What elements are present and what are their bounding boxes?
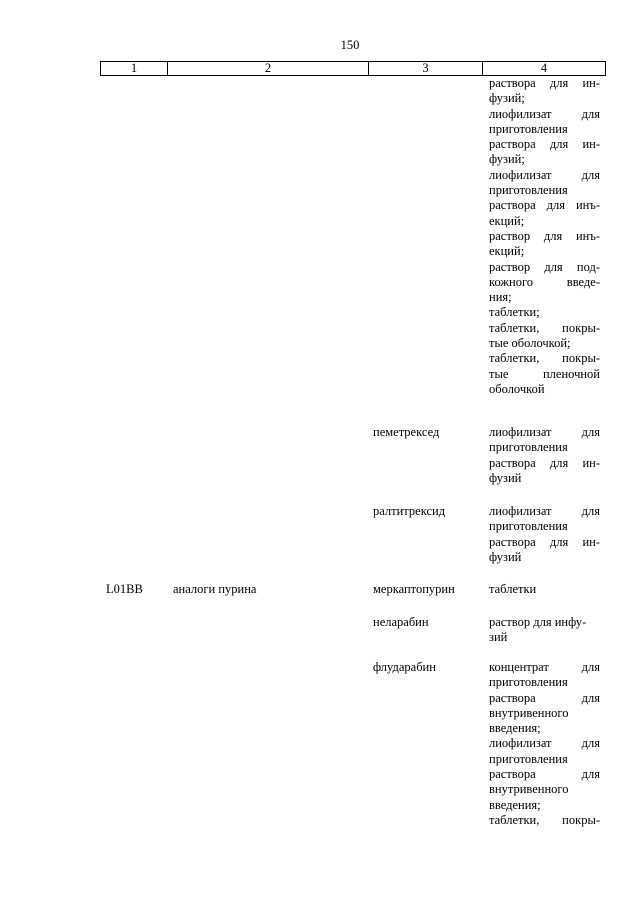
form-line: таблетки; [489, 305, 540, 320]
form-line: кожного введе- [489, 274, 600, 289]
pemetrexed-forms [489, 425, 600, 486]
form-line: приготовления [489, 675, 568, 690]
form-line: таблетки [489, 582, 537, 596]
form-line: раствор для под- [489, 259, 600, 274]
form-line: внутривенного [489, 705, 569, 720]
form-line: ния; [489, 290, 512, 305]
drug-name-nelarabine: неларабин [373, 615, 429, 629]
form-line: приготовления [489, 183, 568, 198]
form-line: таблетки, покры- [489, 351, 600, 366]
form-line: раствор для инфу- [489, 615, 587, 629]
continued-forms [489, 76, 600, 397]
page-number: 150 [340, 38, 360, 52]
atc-code: L01BB [106, 582, 143, 596]
drug-name-raltitrexed: ралтитрексид [373, 504, 446, 518]
form-line: тые пленочной [489, 366, 600, 381]
nelarabine-forms [489, 615, 600, 646]
column-2-header: 2 [168, 62, 369, 76]
table-header [100, 61, 606, 76]
fludarabine-forms [489, 660, 600, 828]
drug-name-pemetrexed: пеметрексед [373, 425, 440, 439]
form-line: приготовления [489, 121, 568, 136]
form-line: екций; [489, 213, 525, 228]
form-line: таблетки, покры- [489, 320, 600, 335]
form-line: приготовления [489, 751, 568, 766]
form-line: концентрат для [489, 660, 600, 674]
form-line: раствора для инъ- [489, 198, 600, 213]
form-line: фузий; [489, 152, 525, 167]
form-line: лиофилизат для [489, 167, 600, 182]
form-line: введения; [489, 721, 541, 736]
form-line: таблетки, покры- [489, 812, 600, 827]
form-line: лиофилизат для [489, 504, 600, 518]
form-line: раствора для [489, 767, 600, 782]
form-line: приготовления [489, 440, 568, 455]
form-line: внутривенного [489, 782, 569, 797]
form-line: лиофилизат для [489, 106, 600, 121]
column-1-header: 1 [101, 62, 168, 76]
raltitrexed-forms [489, 504, 600, 565]
form-line: зий [489, 630, 508, 645]
form-line: фузий [489, 470, 522, 485]
mercaptopurine-forms [489, 582, 600, 597]
form-line: раствора для ин- [489, 455, 600, 470]
form-line: введения; [489, 797, 541, 812]
form-line: фузий [489, 549, 522, 564]
drug-name-mercaptopurine: меркаптопурин [373, 582, 455, 596]
column-4-header: 4 [483, 62, 606, 76]
form-line: лиофилизат для [489, 736, 600, 751]
form-line: екций; [489, 244, 525, 259]
form-line: оболочкой [489, 381, 545, 396]
group-name: аналоги пурина [173, 582, 257, 596]
form-line: фузий; [489, 91, 525, 106]
form-line: раствора для [489, 690, 600, 705]
form-line: раствора для ин- [489, 534, 600, 549]
form-line: лиофилизат для [489, 425, 600, 439]
form-line: тые оболочкой; [489, 336, 571, 351]
form-line: приготовления [489, 519, 568, 534]
drug-name-fludarabine: флударабин [373, 660, 436, 674]
form-line: раствора для ин- [489, 76, 600, 90]
form-line: раствор для инъ- [489, 228, 600, 243]
column-3-header: 3 [369, 62, 483, 76]
form-line: раствора для ин- [489, 137, 600, 152]
